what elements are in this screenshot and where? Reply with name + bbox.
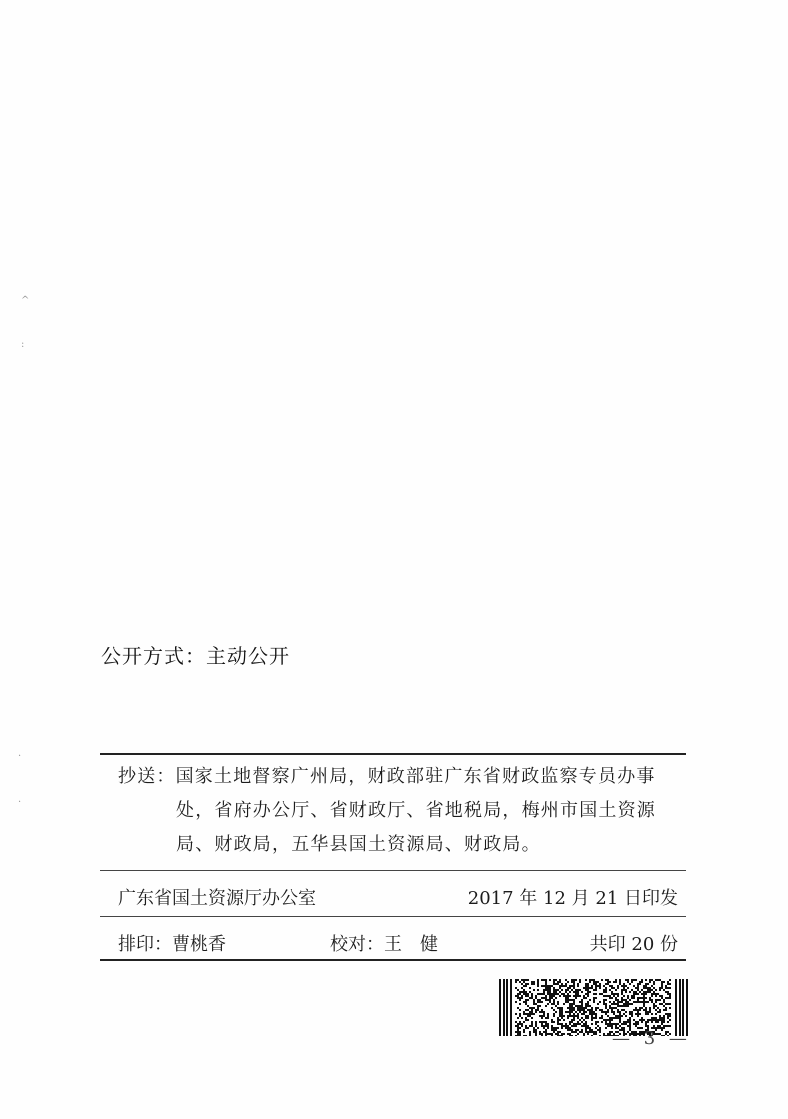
scan-speck: ^ xyxy=(21,295,30,306)
print-info-row xyxy=(118,930,678,956)
scan-speck: : xyxy=(21,339,25,350)
issuer-name: 广东省国土资源厅办公室 xyxy=(118,888,316,909)
cc-recipients-line-2: 处，省府办公厅、省财政厅、省地税局，梅州市国土资源 xyxy=(176,800,656,821)
mid-rule-2 xyxy=(100,916,686,917)
copy-count: 共印 20 份 xyxy=(589,934,678,955)
typesetter: 排印：曹桃香 xyxy=(118,934,226,955)
bottom-rule xyxy=(100,959,686,961)
top-rule xyxy=(100,753,686,755)
mid-rule xyxy=(100,870,686,871)
cc-line-1 xyxy=(118,760,688,794)
issuer-row xyxy=(118,884,678,910)
cc-section xyxy=(118,760,688,862)
publicity-method: 公开方式：主动公开 xyxy=(101,644,290,668)
page-number: — 3 — xyxy=(612,1028,691,1049)
issue-date: 2017 年 12 月 21 日印发 xyxy=(467,888,678,909)
scan-speck: · xyxy=(18,797,22,808)
cc-recipients-line-1: 国家土地督察广州局，财政部驻广东省财政监察专员办事 xyxy=(175,766,656,787)
proofreader: 校对：王 健 xyxy=(330,934,438,955)
scan-speck: · xyxy=(18,751,22,762)
cc-label: 抄送： xyxy=(118,766,176,787)
cc-recipients-line-3: 局、财政局，五华县国土资源局、财政局。 xyxy=(176,834,541,855)
